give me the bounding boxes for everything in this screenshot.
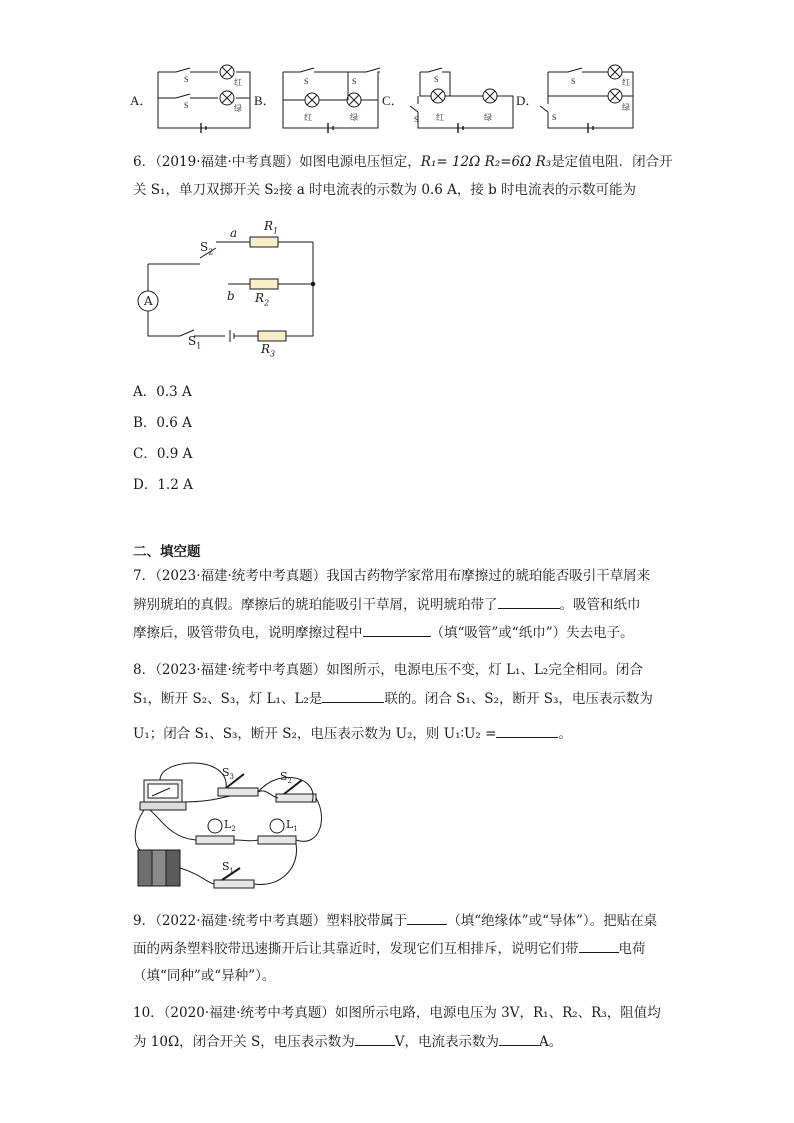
l2-label: $L_2$ — [224, 818, 236, 834]
q8-line-1: 8．（2023·福建·统考中考真题）如图所示，电源电压不变，灯 L₁、L₂完全相同。闭合 — [133, 662, 643, 678]
q9-blank-1[interactable] — [407, 910, 447, 925]
label-a: a — [230, 226, 238, 240]
r1-label: $R_1$ — [264, 219, 279, 236]
r3-label: $R_3$ — [261, 342, 276, 359]
svg-text:S: S — [304, 77, 309, 86]
s3-label: $S_3$ — [222, 766, 235, 782]
q6-line-2: 关 S₁，单刀双掷开关 S₂接 a 时电流表的示数为 0.6 A，接 b 时电流表的示数可能为 — [133, 182, 637, 198]
q8-blank-1[interactable] — [322, 688, 384, 703]
option-a-label: A． — [130, 93, 153, 108]
q8-blank-2[interactable] — [496, 723, 558, 738]
q10-blank-2[interactable] — [499, 1031, 539, 1046]
q10-blank-1[interactable] — [355, 1031, 395, 1046]
q9-line-3: （填“同种”或“异种”）。 — [133, 968, 276, 984]
q7-line-2: 辨别琥珀的真假。摩擦后的琥珀能吸引干草屑，说明琥珀带了 。吸管和纸巾 — [133, 594, 673, 615]
q6-option-d[interactable]: D．1.2 A — [133, 477, 193, 493]
option-d-label: D． — [516, 93, 539, 108]
ammeter-label: A — [144, 294, 153, 308]
option-c-label: C． — [382, 93, 404, 108]
option-b-circuit — [283, 68, 380, 133]
svg-text:红: 红 — [436, 113, 444, 122]
svg-text:S: S — [552, 113, 557, 122]
svg-text:绿: 绿 — [484, 113, 492, 122]
q10-line-1: 10．（2020·福建·统考中考真题）如图所示电路，电源电压为 3V，R₁、R₂、R₃，阻值均 — [133, 1005, 661, 1021]
option-b-label: B． — [254, 93, 276, 108]
l1-label: $L_1$ — [286, 818, 298, 834]
svg-text:红: 红 — [304, 113, 312, 122]
svg-text:S: S — [352, 77, 357, 86]
q9-line-1: 9．（2022·福建·统考中考真题）塑料胶带属于 （填“绝缘体”或“导体”）。把贴在桌 — [133, 910, 673, 931]
svg-text:S: S — [434, 75, 439, 84]
s1-photo-label: $S_1$ — [222, 860, 235, 876]
q8-line-3: U₁；闭合 S₁、S₃，断开 S₂，电压表示数为 U₂，则 U₁∶U₂ = 。 — [133, 723, 673, 744]
q6-option-c[interactable]: C．0.9 A — [133, 446, 193, 462]
option-a-circuit — [158, 65, 250, 133]
option-d-circuit — [540, 65, 633, 133]
q5-options-figure — [128, 60, 648, 135]
q6-circuit-figure — [130, 212, 330, 362]
q6-line-1: 6．（2019·福建·中考真题）如图电源电压恒定，R₁= 12Ω R₂=6Ω R₃是定值电阻．闭合开 — [133, 154, 673, 170]
svg-text:S: S — [571, 77, 576, 86]
s2-photo-label: $S_2$ — [280, 770, 293, 786]
svg-text:S: S — [184, 75, 189, 84]
q10-line-2: 为 10Ω，闭合开关 S，电压表示数为 V，电流表示数为 A。 — [133, 1031, 673, 1052]
q8-line-2: S₁，断开 S₂、S₃，灯 L₁、L₂是 联的。闭合 S₁、S₂，断开 S₃，电压表示数为 — [133, 688, 673, 709]
svg-text:绿: 绿 — [350, 113, 358, 122]
q7-blank-1[interactable] — [498, 594, 560, 609]
battery-icon — [138, 850, 180, 886]
q9-line-2: 面的两条塑料胶带迅速撕开后让其靠近时，发现它们互相排斥，说明它们带 电荷 — [133, 938, 673, 959]
voltmeter-icon — [140, 780, 186, 810]
q9-blank-2[interactable] — [579, 938, 619, 953]
svg-text:红: 红 — [622, 78, 630, 87]
q7-line-1: 7．（2023·福建·统考中考真题）我国古药物学家常用布摩擦过的琥珀能否吸引干草屑来 — [133, 568, 651, 584]
q6-option-b[interactable]: B．0.6 A — [133, 415, 192, 431]
svg-text:绿: 绿 — [234, 104, 242, 113]
svg-text:S: S — [414, 115, 419, 124]
q7-line-3: 摩擦后，吸管带负电，说明摩擦过程中 （填“吸管”或“纸巾”）失去电子。 — [133, 622, 673, 643]
option-c-circuit — [410, 68, 513, 133]
s1-label: $S_1$ — [188, 334, 202, 351]
svg-text:S: S — [184, 101, 189, 110]
section-title: 二、填空题 — [133, 544, 201, 560]
q8-circuit-photo — [130, 758, 330, 898]
label-b: b — [227, 289, 235, 303]
q7-blank-2[interactable] — [363, 622, 431, 637]
svg-text:红: 红 — [234, 78, 242, 87]
q6-option-a[interactable]: A．0.3 A — [133, 384, 192, 400]
r2-label: $R_2$ — [255, 291, 270, 308]
svg-text:绿: 绿 — [622, 103, 630, 112]
s2-label: $S_2$ — [200, 240, 214, 257]
